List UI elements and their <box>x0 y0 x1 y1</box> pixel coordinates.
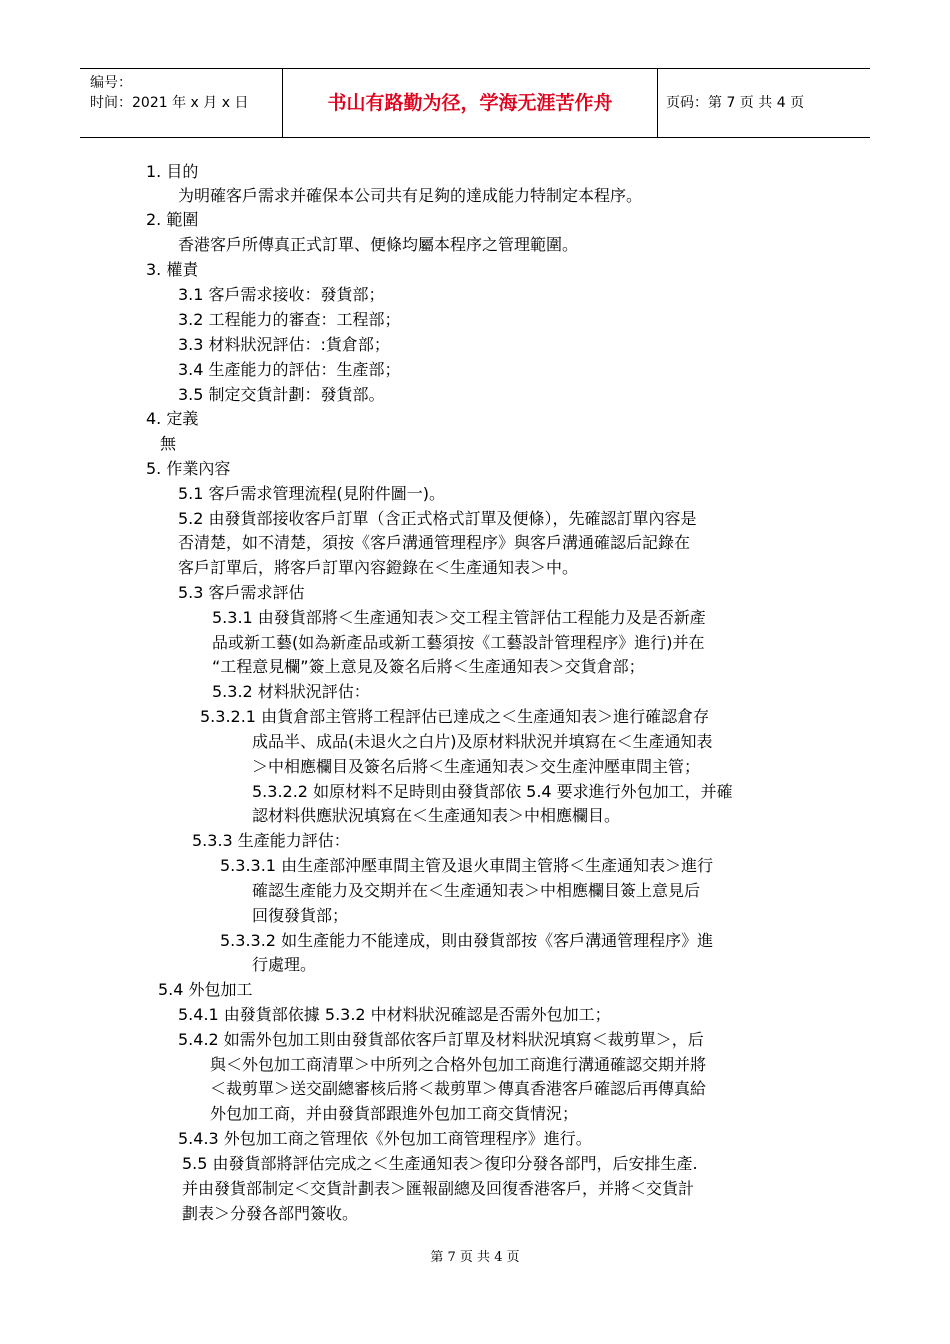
section-heading: 2. 範圍 <box>146 210 199 229</box>
section-heading: 4. 定義 <box>146 409 199 428</box>
section-heading: 3. 權責 <box>146 260 199 279</box>
body-text-line: 3.5 制定交貨計劃：發貨部。 <box>178 385 385 404</box>
body-text-line: 香港客戶所傳真正式訂單、便條均屬本程序之管理範圍。 <box>178 235 579 254</box>
page-footer: 第 7 页 共 4 页 <box>430 1250 520 1265</box>
body-text-line: 品或新工藝(如為新產品或新工藝須按《工藝設計管理程序》進行)并在 <box>212 633 705 652</box>
body-text-line: 回復發貨部； <box>252 906 349 925</box>
document-number-label: 编号： <box>90 75 132 91</box>
body-text-line: 認材料供應狀況填寫在＜生產通知表＞中相應欄目。 <box>252 806 621 825</box>
document-time-label: 时间：2021 年 x 月 x 日 <box>90 95 249 111</box>
body-text-line: 3.2 工程能力的審查：工程部； <box>178 310 401 329</box>
body-text-line: 5.3.2 材料狀況評估： <box>212 682 370 701</box>
body-text-line: 5.2 由發貨部接收客戶訂單（含正式格式訂單及便條），先確認訂單內容是 <box>178 509 697 528</box>
body-text-line: 成品半、成品(未退火之白片)及原材料狀況并填寫在＜生產通知表 <box>252 732 713 751</box>
header-page-number: 页码：第 7 页 共 4 页 <box>666 95 805 111</box>
body-text-line: 5.4.1 由發貨部依據 5.3.2 中材料狀況確認是否需外包加工； <box>178 1005 611 1024</box>
body-text-line: 5.3 客戶需求評估 <box>178 583 305 602</box>
body-text-line: ＜裁剪單＞送交副總審核后將＜裁剪單＞傳真香港客戶確認后再傳真給 <box>210 1079 707 1098</box>
section-heading: 5. 作業內容 <box>146 459 231 478</box>
body-text-line: 5.3.2.1 由貨倉部主管將工程評估已達成之＜生產通知表＞進行確認倉存 <box>200 707 710 726</box>
body-text-line: 否清楚，如不清楚，須按《客戶溝通管理程序》與客戶溝通確認后記錄在 <box>178 533 691 552</box>
body-text-line: 5.3.2.2 如原材料不足時則由發貨部依 5.4 要求進行外包加工，并確 <box>252 782 733 801</box>
body-text-line: 無 <box>160 434 177 453</box>
body-text-line: 并由發貨部制定＜交貨計劃表＞匯報副總及回復香港客戶，并將＜交貨計 <box>182 1179 695 1198</box>
header-meta <box>80 69 283 137</box>
body-text-line: 5.4 外包加工 <box>158 980 253 999</box>
body-text-line: 为明確客戶需求并確保本公司共有足夠的達成能力特制定本程序。 <box>178 186 643 205</box>
body-text-line: 劃表＞分發各部門簽收。 <box>182 1204 359 1223</box>
body-text-line: 行處理。 <box>252 955 317 974</box>
body-text-line: 與＜外包加工商清單＞中所列之合格外包加工商進行溝通確認交期并將 <box>210 1055 707 1074</box>
body-text-line: 5.3.1 由發貨部將＜生產通知表＞交工程主管評估工程能力及是否新產 <box>212 608 706 627</box>
body-text-line: 3.1 客戶需求接收：發貨部； <box>178 285 385 304</box>
body-text-line: ＞中相應欄目及簽名后將＜生產通知表＞交生產沖壓車間主管； <box>252 757 701 776</box>
body-text-line: 確認生產能力及交期并在＜生產通知表＞中相應欄目簽上意見后 <box>252 881 701 900</box>
body-text-line: 5.3.3 生產能力評估： <box>192 831 350 850</box>
body-text-line: 5.3.3.1 由生產部沖壓車間主管及退火車間主管將＜生產通知表＞進行 <box>220 856 714 875</box>
body-text-line: 3.4 生產能力的評估：生產部； <box>178 360 401 379</box>
body-text-line: 5.1 客戶需求管理流程(見附件圖一)。 <box>178 484 446 503</box>
body-text-line: 客戶訂單后，將客戶訂單內容鐙錄在＜生產通知表＞中。 <box>178 558 579 577</box>
body-text-line: 外包加工商，并由發貨部跟進外包加工商交貨情況； <box>210 1104 579 1123</box>
page-header <box>80 68 870 138</box>
body-text-line: “工程意見欄”簽上意見及簽名后將＜生產通知表＞交貨倉部； <box>212 657 645 676</box>
body-text-line: 5.4.3 外包加工商之管理依《外包加工商管理程序》進行。 <box>178 1129 592 1148</box>
body-text-line: 5.4.2 如需外包加工則由發貨部依客戶訂單及材料狀況填寫＜裁剪單＞，后 <box>178 1030 704 1049</box>
body-text-line: 5.5 由發貨部將評估完成之＜生產通知表＞復印分發各部門，后安排生產. <box>182 1154 698 1173</box>
section-heading: 1. 目的 <box>146 162 199 181</box>
body-text-line: 5.3.3.2 如生產能力不能達成，則由發貨部按《客戶溝通管理程序》進 <box>220 931 714 950</box>
body-text-line: 3.3 材料狀況評估：:貨倉部； <box>178 335 390 354</box>
header-motto: 书山有路勤为径，学海无涯苦作舟 <box>283 69 658 137</box>
